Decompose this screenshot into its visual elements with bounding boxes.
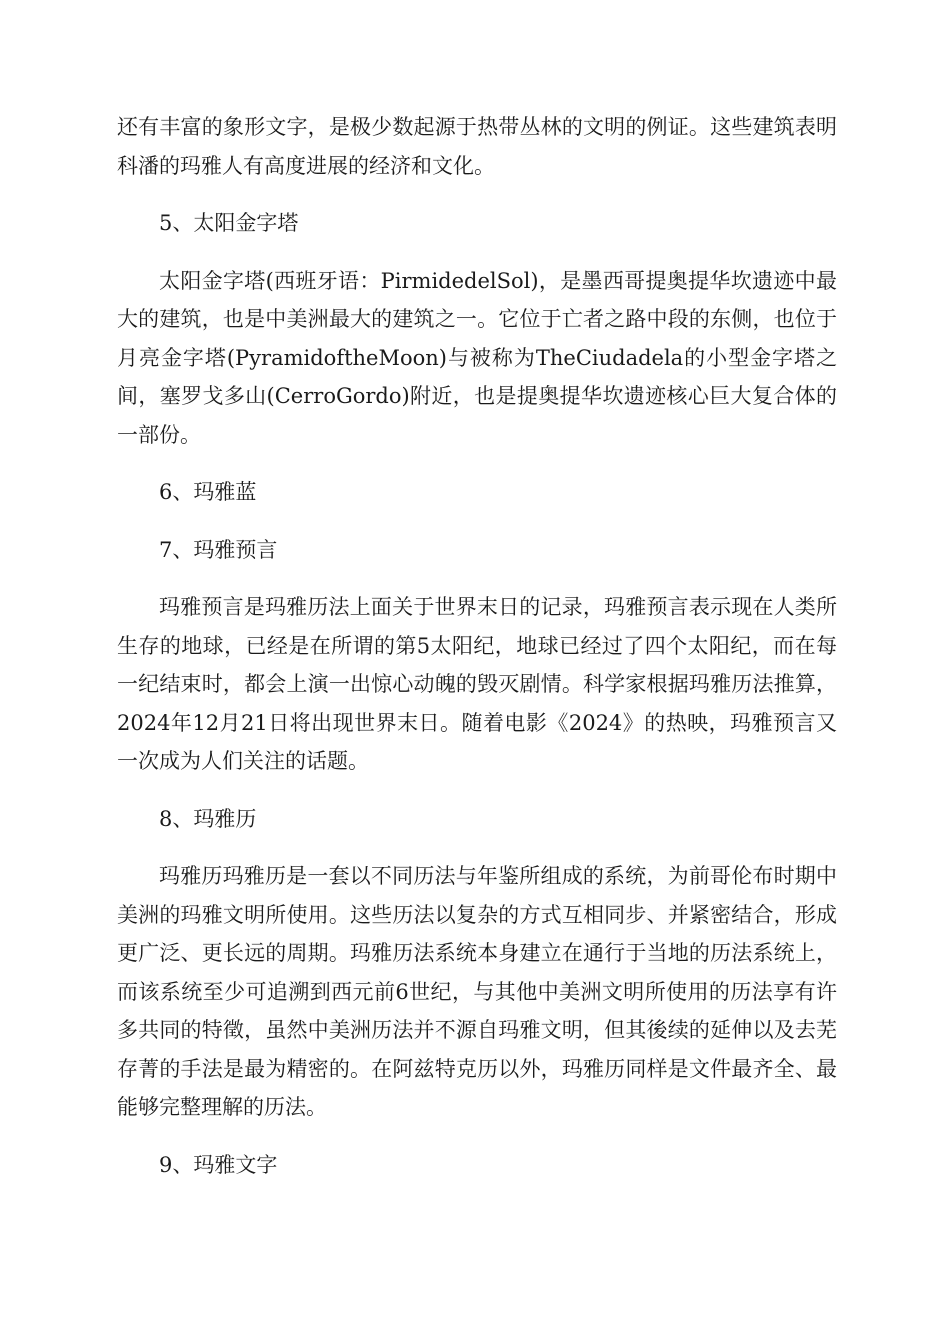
- heading-maya-script: 9、玛雅文字: [159, 1152, 278, 1177]
- heading-maya-calendar: 8、玛雅历: [159, 806, 257, 831]
- paragraph-copan-continued: 还有丰富的象形文字，是极少数起源于热带丛林的文明的例证。这些建筑表明科潘的玛雅人有高度进展的经济和文化。: [117, 115, 837, 178]
- heading-sun-pyramid: 5、太阳金字塔: [159, 211, 299, 235]
- heading-maya-prophecy: 7、玛雅预言: [159, 537, 278, 562]
- document-page: [117, 108, 837, 1203]
- heading-maya-blue: 6、玛雅蓝: [159, 480, 257, 504]
- paragraph-maya-prophecy: 玛雅预言是玛雅历法上面关于世界末日的记录，玛雅预言表示现在人类所生存的地球，已经是在所谓的第5太阳纪，地球已经过了四个太阳纪，而在每一纪结束时，都会上演一出惊心动魄的毁灭剧情。科学家根据玛雅历法推算，2024年12月21日将出现世界末日。随着电影《2024》的热映，玛雅预言又一次成为人们关注的话题。: [117, 595, 837, 773]
- paragraph-maya-calendar: 玛雅历玛雅历是一套以不同历法与年鉴所组成的系统，为前哥伦布时期中美洲的玛雅文明所使用。这些历法以复杂的方式互相同步、并紧密结合，形成更广泛、更长远的周期。玛雅历法系统本身建立在通行于当地的历法系统上，而该系统至少可追溯到西元前6世纪，与其他中美洲文明所使用的历法享有许多共同的特徵，虽然中美洲历法并不源自玛雅文明，但其後续的延伸以及去芜存菁的手法是最为精密的。在阿兹特克历以外，玛雅历同样是文件最齐全、最能够完整理解的历法。: [117, 864, 837, 1119]
- paragraph-sun-pyramid: 太阳金字塔(西班牙语：PirmidedelSol)，是墨西哥提奥提华坎遗迹中最大的建筑，也是中美洲最大的建筑之一。它位于亡者之路中段的东侧，也位于月亮金字塔(PyramidoftheMoon)与被称为TheCiudadela的小型金字塔之间，塞罗戈多山(CerroGordo)附近，也是提奥提华坎遗迹核心巨大复合体的一部份。: [117, 268, 837, 447]
